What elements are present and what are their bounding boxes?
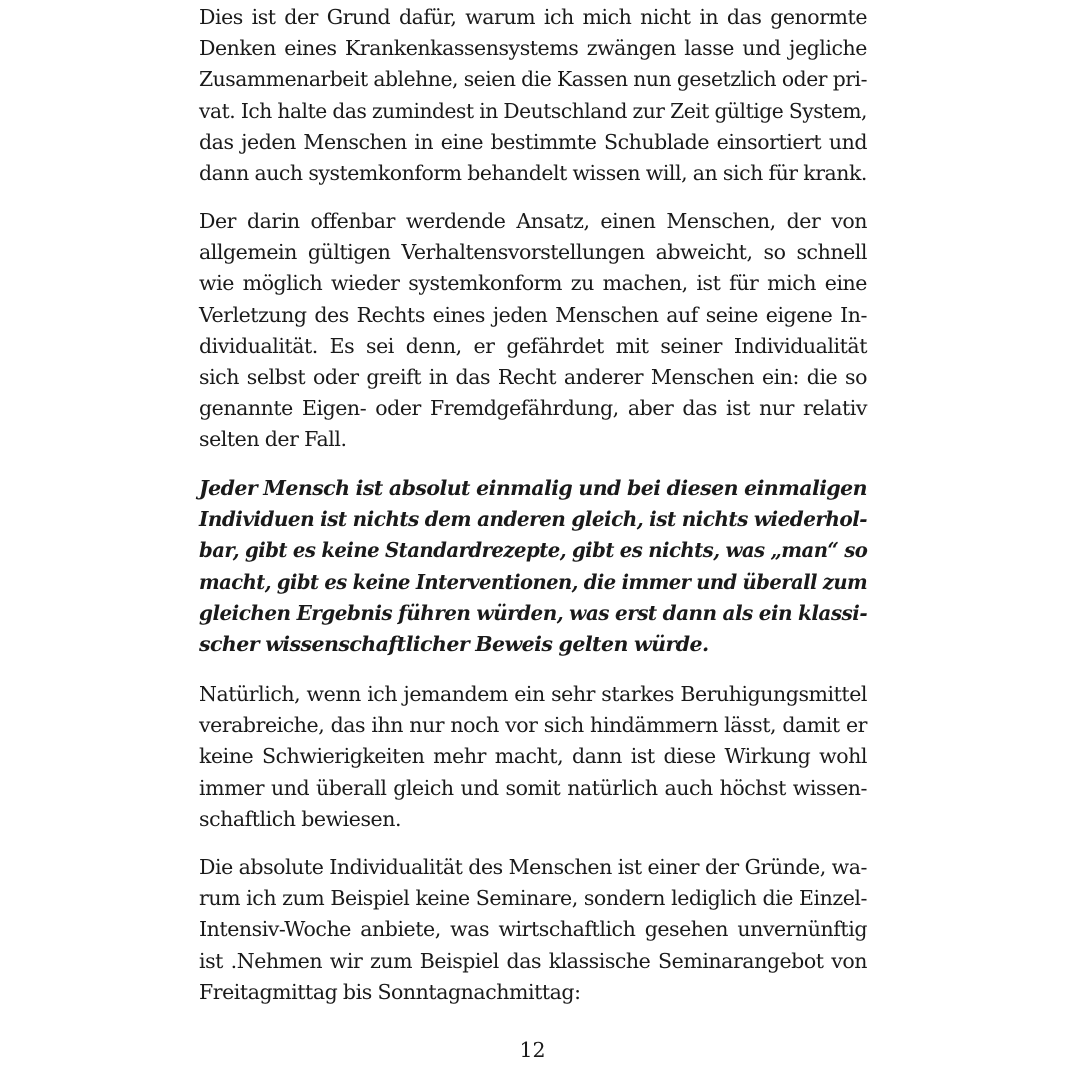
text-line: gleichen Ergebnis führen würden, was erst dann als ein klassi-	[199, 600, 868, 625]
text-line: Denken eines Krankenkassensystems zwängen lasse und jegliche	[199, 36, 867, 61]
text-line: dividualität. Es sei denn, er gefährdet mit seiner Individualität	[199, 333, 867, 358]
text-line: das jeden Menschen in eine bestimmte Schublade einsortiert und	[199, 129, 867, 154]
text-line: Natürlich, wenn ich jemandem ein sehr starkes Beruhigungsmittel	[199, 682, 867, 706]
text-line: selten der Fall.	[199, 427, 347, 452]
text-line: macht, gibt es keine Interventionen, die immer und überall zum	[199, 569, 868, 594]
text-line: ist .Nehmen wir zum Beispiel das klassische Seminarangebot von	[199, 948, 867, 973]
text-line: rum ich zum Beispiel keine Seminare, sondern lediglich die Einzel-	[199, 886, 867, 911]
text-line: Individuen ist nichts dem anderen gleich, ist nichts wiederhol-	[199, 507, 868, 532]
text-line: Dies ist der Grund dafür, warum ich mich nicht in das genormte	[199, 5, 867, 29]
text-line: allgemein gültigen Verhaltensvorstellungen abweicht, so schnell	[199, 240, 867, 265]
text-line: scher wissenschaftlicher Beweis gelten würde.	[199, 632, 709, 657]
text-line: genannte Eigen- oder Fremdgefährdung, aber das ist nur relativ	[199, 396, 867, 421]
text-line: keine Schwierigkeiten mehr macht, dann ist diese Wirkung wohl	[199, 744, 867, 769]
text-line: Jeder Mensch ist absolut einmalig und bei diesen einmaligen	[199, 476, 867, 500]
paragraph-4	[199, 679, 867, 835]
paragraph-1	[199, 2, 867, 189]
text-line: bar, gibt es keine Standardrezepte, gibt es nichts, was „man“ so	[199, 538, 868, 563]
text-line: Freitagmittag bis Sonntagnachmittag:	[199, 979, 581, 1004]
text-line: Intensiv-Woche anbiete, was wirtschaftlich gesehen unvernünftig	[199, 917, 867, 942]
text-line: dann auch systemkonform behandelt wissen will, an sich für krank.	[199, 161, 867, 186]
text-line: Der darin offenbar werdende Ansatz, einen Menschen, der von	[199, 209, 867, 233]
text-line: Die absolute Individualität des Menschen ist einer der Gründe, wa-	[199, 855, 867, 879]
paragraph-2	[199, 206, 867, 456]
page-number: 12	[519, 1038, 546, 1062]
text-line: verabreiche, das ihn nur noch vor sich hindämmern lässt, damit er	[199, 713, 867, 738]
text-line: vat. Ich halte das zumindest in Deutschland zur Zeit gültige System,	[199, 98, 868, 123]
text-line: Verletzung des Rechts eines jeden Menschen auf seine eigene In-	[199, 302, 867, 327]
paragraph-5	[199, 852, 867, 1008]
text-line: immer und überall gleich und somit natürlich auch höchst wissen-	[199, 775, 867, 800]
paragraph-3-emphasis	[199, 473, 867, 660]
text-line: wie möglich wieder systemkonform zu machen, ist für mich eine	[199, 271, 867, 296]
text-line: schaftlich bewiesen.	[199, 806, 402, 831]
text-line: Zusammenarbeit ablehne, seien die Kassen nun gesetzlich oder pri-	[199, 67, 868, 92]
text-line: sich selbst oder greift in das Recht anderer Menschen ein: die so	[199, 365, 867, 390]
